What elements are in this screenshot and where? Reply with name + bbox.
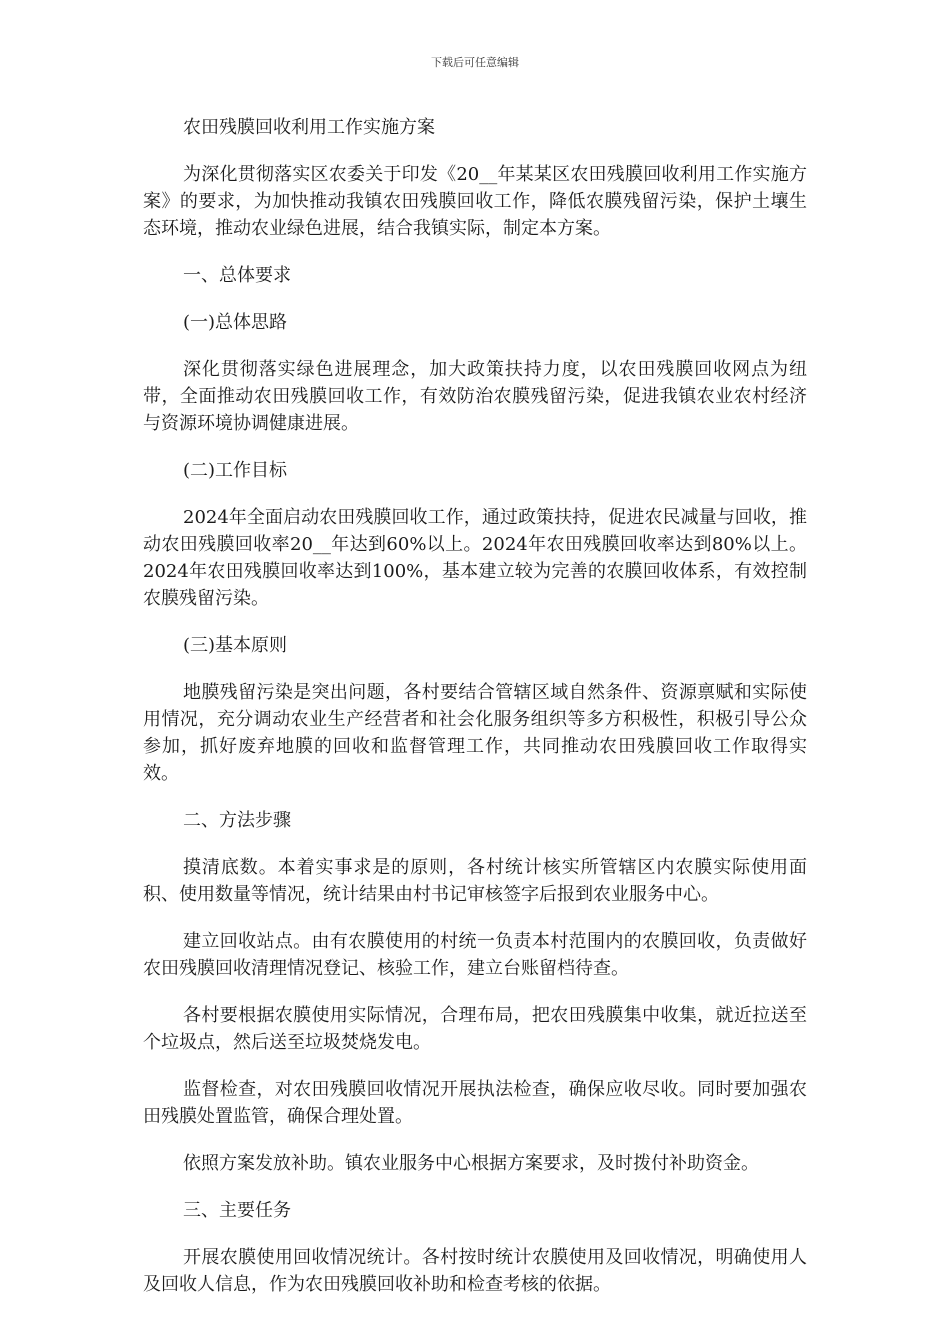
paragraph-general-idea: 深化贯彻落实绿色进展理念，加大政策扶持力度，以农田残膜回收网点为纽带，全面推动农田残膜回收工作，有效防治农膜残留污染，促进我镇农业农村经济与资源环境协调健康进展。 bbox=[143, 359, 807, 434]
paragraph-task-statistics: 开展农膜使用回收情况统计。各村按时统计农膜使用及回收情况，明确使用人及回收人信息，作为农田残膜回收补助和检查考核的依据。 bbox=[143, 1247, 807, 1295]
paragraph-intro: 为深化贯彻落实区农委关于印发《20__年某某区农田残膜回收利用工作实施方案》的要求，为加快推动我镇农田残膜回收工作，降低农膜残留污染，保护土壤生态环境，推动农业绿色进展，结合我镇实际，制定本方案。 bbox=[143, 164, 807, 239]
document-body bbox=[143, 114, 807, 1318]
paragraph-step-collection: 各村要根据农膜使用实际情况，合理布局，把农田残膜集中收集，就近拉送至个垃圾点，然后送至垃圾焚烧发电。 bbox=[143, 1005, 807, 1053]
paragraph-step-inspection: 监督检查，对农田残膜回收情况开展执法检查，确保应收尽收。同时要加强农田残膜处置监管，确保合理处置。 bbox=[143, 1079, 807, 1127]
document-title: 农田残膜回收利用工作实施方案 bbox=[183, 117, 435, 138]
paragraph-step-survey: 摸清底数。本着实事求是的原则，各村统计核实所管辖区内农膜实际使用面积、使用数量等情况，统计结果由村书记审核签字后报到农业服务中心。 bbox=[143, 857, 807, 905]
section-heading-2: 二、方法步骤 bbox=[183, 810, 291, 831]
subsection-heading-2: (二)工作目标 bbox=[183, 460, 288, 481]
paragraph-work-goals: 2024年全面启动农田残膜回收工作，通过政策扶持，促进农民减量与回收，推动农田残膜回收率20__年达到60%以上。2024年农田残膜回收率达到80%以上。2024年农田残膜回收率达到100%，基本建立较为完善的农膜回收体系，有效控制农膜残留污染。 bbox=[143, 507, 807, 609]
paragraph-step-subsidy: 依照方案发放补助。镇农业服务中心根据方案要求，及时拨付补助资金。 bbox=[183, 1153, 759, 1174]
page-header-note: 下载后可任意编辑 bbox=[431, 56, 519, 69]
paragraph-step-stations: 建立回收站点。由有农膜使用的村统一负责本村范围内的农膜回收，负责做好农田残膜回收清理情况登记、核验工作，建立台账留档待查。 bbox=[143, 931, 807, 979]
section-heading-3: 三、主要任务 bbox=[183, 1200, 291, 1221]
section-heading-1: 一、总体要求 bbox=[183, 265, 291, 286]
subsection-heading-3: (三)基本原则 bbox=[183, 635, 288, 656]
subsection-heading-1: (一)总体思路 bbox=[183, 312, 288, 333]
paragraph-basic-principles: 地膜残留污染是突出问题，各村要结合管辖区域自然条件、资源禀赋和实际使用情况，充分调动农业生产经营者和社会化服务组织等多方积极性，积极引导公众参加，抓好废弃地膜的回收和监督管理工作，共同推动农田残膜回收工作取得实效。 bbox=[143, 682, 807, 784]
